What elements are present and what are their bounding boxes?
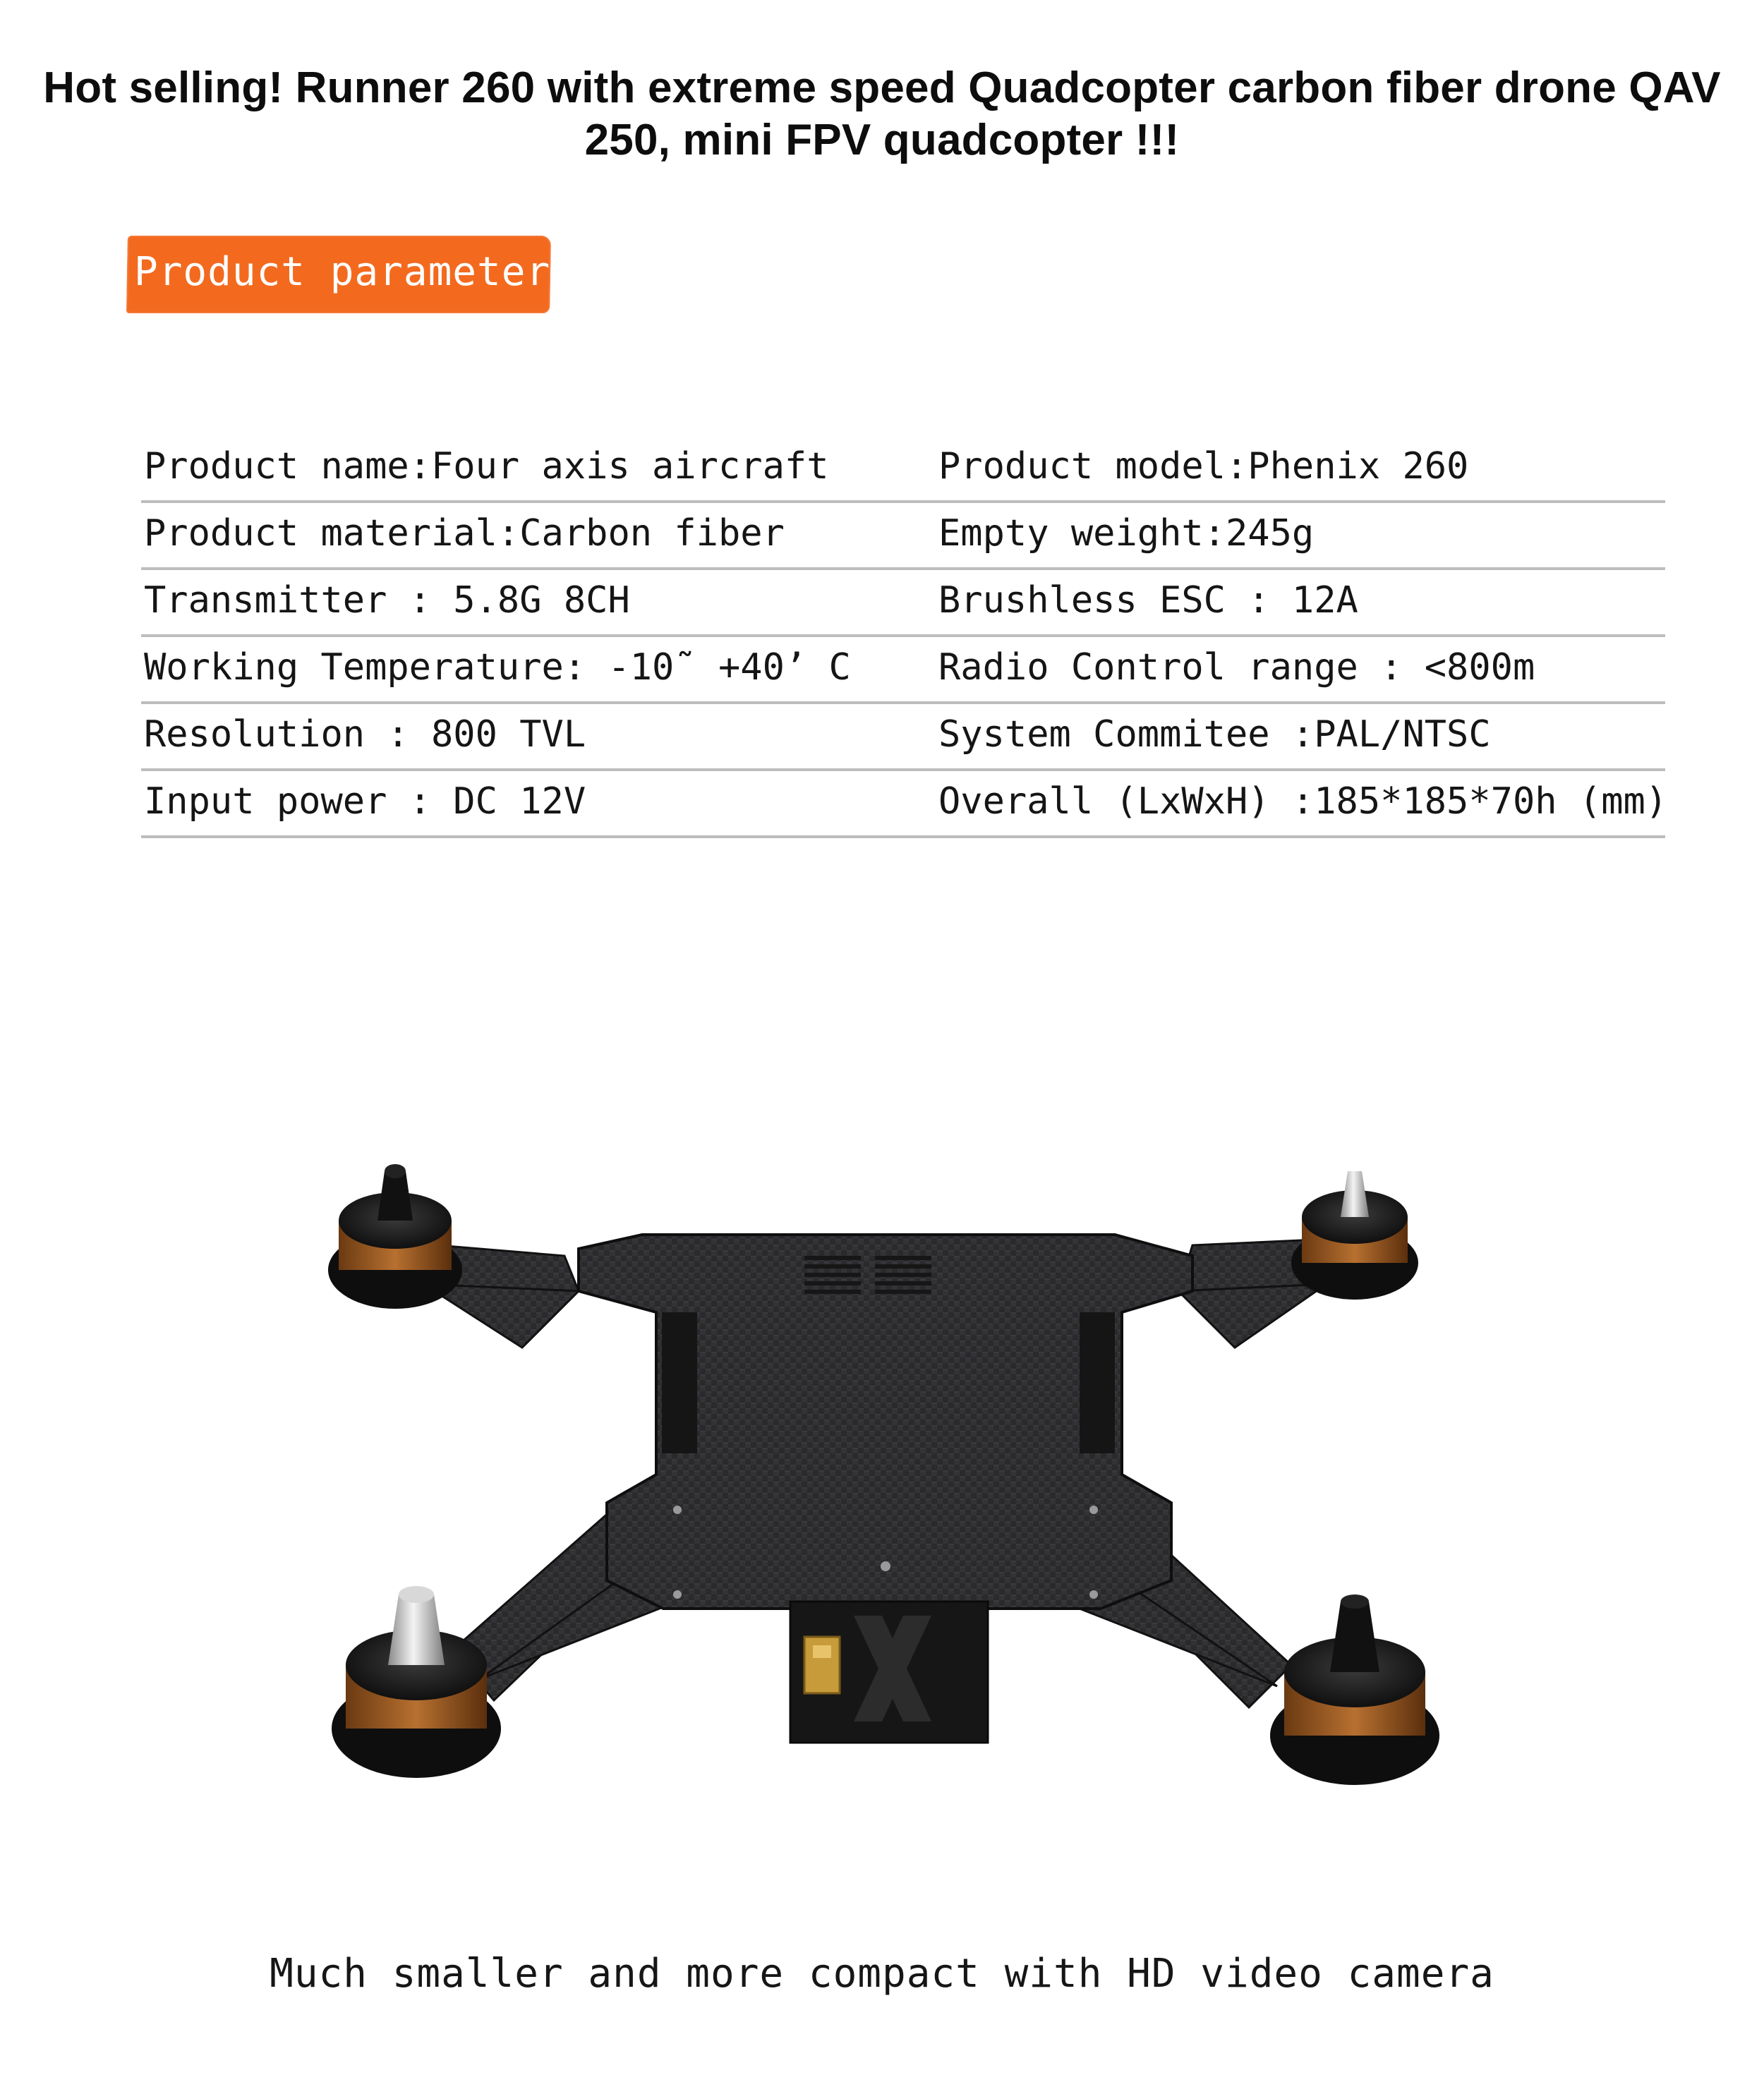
image-caption: Much smaller and more compact with HD video camera: [270, 1951, 1494, 1997]
motor-rear-right: [1270, 1594, 1439, 1785]
motor-front-right: [1291, 1171, 1418, 1300]
spec-row: [141, 570, 1665, 637]
spec-product-name: Product name:Four axis aircraft: [144, 445, 829, 488]
spec-row: [141, 436, 1665, 503]
spec-row: [141, 704, 1665, 771]
spec-product-material: Product material:Carbon fiber: [144, 512, 785, 555]
spec-working-temperature: Working Temperature: -10˜ +40’ C: [144, 646, 851, 689]
spec-system: System Commitee :PAL/NTSC: [938, 713, 1491, 756]
spec-radio-control-range: Radio Control range : <800m: [938, 646, 1535, 689]
page-title: Hot selling! Runner 260 with extreme speed Quadcopter carbon fiber drone QAV 250, mini FPV quadcopter !!!: [43, 63, 1721, 164]
spec-resolution: Resolution : 800 TVL: [144, 713, 586, 756]
drone-image: [310, 1143, 1454, 1856]
spec-row: [141, 637, 1665, 704]
motor-front-left: [328, 1164, 462, 1309]
spec-brushless-esc: Brushless ESC : 12A: [938, 579, 1358, 622]
section-badge-label: Product parameters: [134, 249, 575, 295]
camera-box: [790, 1602, 988, 1743]
spec-input-power: Input power : DC 12V: [144, 780, 586, 823]
spec-row: [141, 503, 1665, 570]
spec-empty-weight: Empty weight:245g: [938, 512, 1315, 555]
spec-table: [141, 436, 1668, 838]
spec-overall-dimensions: Overall (LxWxH) :185*185*70h (mm): [938, 780, 1668, 823]
motor-rear-left: [332, 1586, 501, 1778]
spec-product-model: Product model:Phenix 260: [938, 445, 1469, 488]
spec-transmitter: Transmitter : 5.8G 8CH: [144, 579, 630, 622]
drone-body: [579, 1235, 1192, 1609]
spec-row: [141, 771, 1668, 838]
